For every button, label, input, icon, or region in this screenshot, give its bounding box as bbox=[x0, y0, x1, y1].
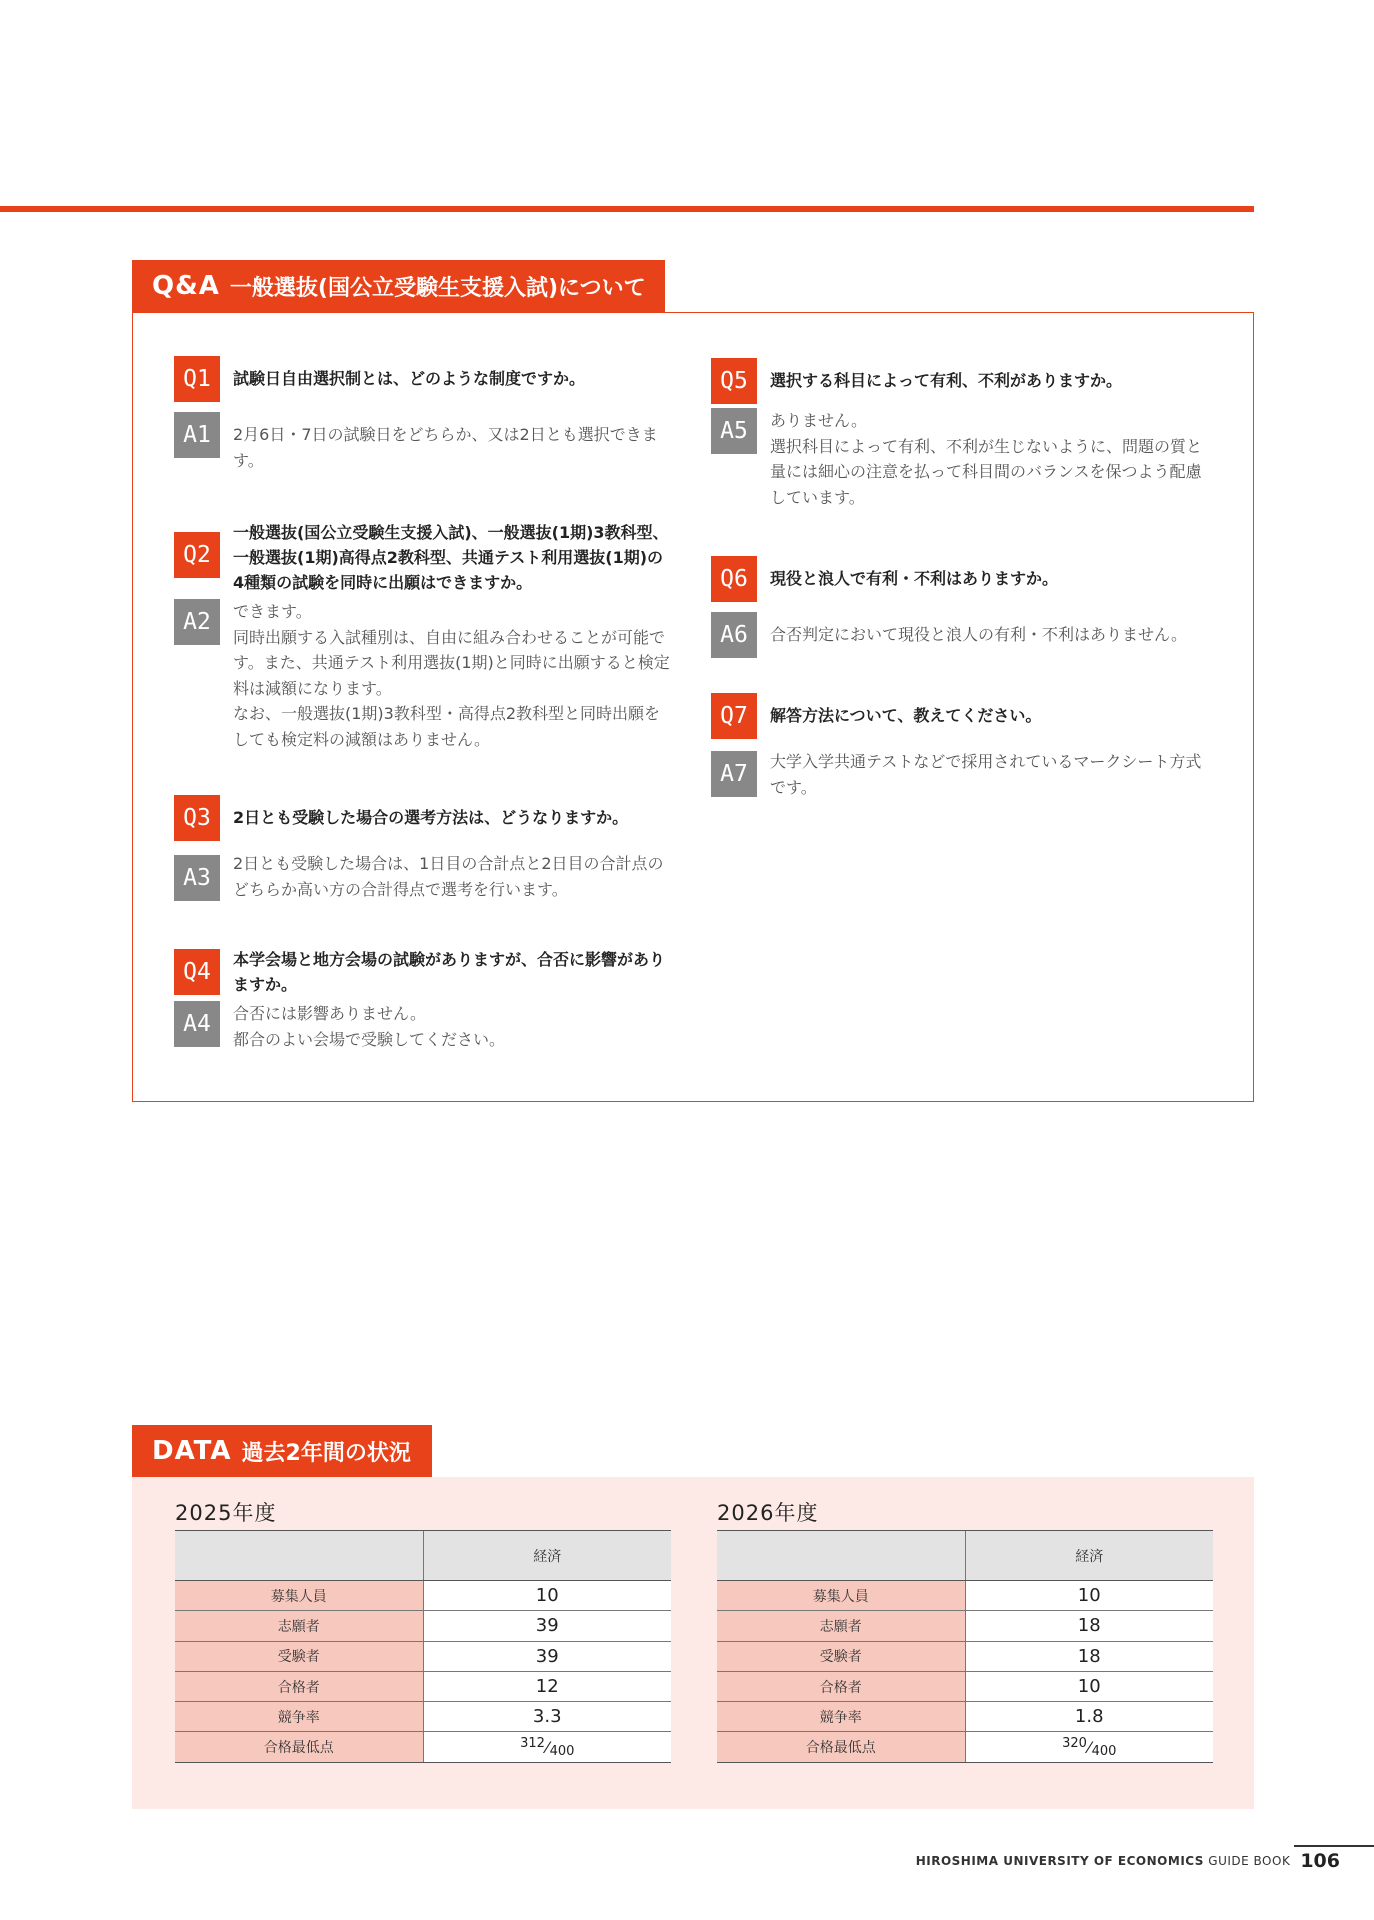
a-badge: A4 bbox=[174, 1001, 220, 1047]
q-badge: Q2 bbox=[174, 532, 220, 578]
stats-table-2025 bbox=[175, 1530, 671, 1763]
question-text: 現役と浪人で有利・不利はありますか。 bbox=[770, 569, 1059, 588]
year-heading-2025: 2025年度 bbox=[175, 1501, 277, 1525]
qa-item-7 bbox=[711, 693, 1211, 800]
q-badge: Q3 bbox=[174, 795, 220, 841]
qa-item-3 bbox=[174, 795, 674, 902]
a-badge: A1 bbox=[174, 412, 220, 458]
question-text: 選択する科目によって有利、不利がありますか。 bbox=[770, 371, 1123, 390]
answer-text: できます。 同時出願する入試種別は、自由に組み合わせることが可能です。また、共通テスト利用選抜(1期)と同時に出願すると検定料は減額になります。 なお、一般選抜(1期)3教科型・高得点2教科型と同時出願をしても検定料の減額はありません。 bbox=[233, 602, 670, 749]
a-badge: A5 bbox=[711, 408, 757, 454]
a-badge: A2 bbox=[174, 599, 220, 645]
question-text: 試験日自由選択制とは、どのような制度ですか。 bbox=[233, 369, 586, 388]
q-badge: Q7 bbox=[711, 693, 757, 739]
table-row: 受験者 39 bbox=[175, 1641, 671, 1671]
answer-text: ありません。 選択科目によって有利、不利が生じないように、問題の質と量には細心の注意を払って科目間のバランスを保つよう配慮しています。 bbox=[770, 411, 1203, 507]
table-row: 競争率 3.3 bbox=[175, 1702, 671, 1732]
min-score: 320⁄400 bbox=[1062, 1735, 1117, 1759]
answer-text: 合否には影響ありません。 都合のよい会場で受験してください。 bbox=[233, 1004, 506, 1049]
qa-box bbox=[132, 312, 1254, 1102]
q-badge: Q4 bbox=[174, 949, 220, 995]
q-badge: Q5 bbox=[711, 358, 757, 404]
answer-text: 2月6日・7日の試験日をどちらか、又は2日とも選択できます。 bbox=[233, 425, 658, 470]
min-score: 312⁄400 bbox=[520, 1735, 575, 1759]
table-row: 募集人員 10 bbox=[175, 1581, 671, 1611]
column-header: 経済 bbox=[423, 1531, 671, 1581]
a-badge: A6 bbox=[711, 612, 757, 658]
q-badge: Q1 bbox=[174, 356, 220, 402]
table-row: 合格者 10 bbox=[717, 1671, 1213, 1701]
a-badge: A3 bbox=[174, 855, 220, 901]
qa-item-5 bbox=[711, 358, 1211, 510]
qa-title-en: Q&A bbox=[152, 271, 220, 301]
column-header: 経済 bbox=[965, 1531, 1213, 1581]
qa-item-6 bbox=[711, 556, 1211, 658]
answer-text: 2日とも受験した場合は、1日目の合計点と2日目の合計点のどちらか高い方の合計得点で選考を行います。 bbox=[233, 854, 664, 899]
qa-item-4 bbox=[174, 945, 674, 1052]
stats-table-2026 bbox=[717, 1530, 1213, 1763]
table-row: 志願者 39 bbox=[175, 1611, 671, 1641]
table-row: 合格最低点 320⁄400 bbox=[717, 1732, 1213, 1762]
data-section-tab bbox=[132, 1425, 432, 1477]
answer-text: 合否判定において現役と浪人の有利・不利はありません。 bbox=[770, 625, 1187, 644]
answer-text: 大学入学共通テストなどで採用されているマークシート方式です。 bbox=[770, 752, 1202, 797]
footer-university: HIROSHIMA UNIVERSITY OF ECONOMICS bbox=[915, 1854, 1204, 1868]
footer-rule bbox=[1294, 1845, 1374, 1847]
table-row: 競争率 1.8 bbox=[717, 1702, 1213, 1732]
question-text: 解答方法について、教えてください。 bbox=[770, 706, 1042, 725]
table-row: 志願者 18 bbox=[717, 1611, 1213, 1641]
top-accent-rule bbox=[0, 206, 1254, 212]
table-row: 合格者 12 bbox=[175, 1671, 671, 1701]
page-number: 106 bbox=[1300, 1850, 1340, 1872]
table-row: 受験者 18 bbox=[717, 1641, 1213, 1671]
qa-item-2 bbox=[174, 518, 674, 752]
table-row: 募集人員 10 bbox=[717, 1581, 1213, 1611]
question-text: 2日とも受験した場合の選考方法は、どうなりますか。 bbox=[233, 808, 629, 827]
qa-title-ja: 一般選抜(国公立受験生支援入試)について bbox=[229, 275, 646, 301]
a-badge: A7 bbox=[711, 751, 757, 797]
year-heading-2026: 2026年度 bbox=[717, 1501, 819, 1525]
footer bbox=[916, 1850, 1340, 1872]
footer-guidebook: GUIDE BOOK bbox=[1208, 1854, 1291, 1868]
data-title-ja: 過去2年間の状況 bbox=[241, 1440, 411, 1466]
qa-item-1 bbox=[174, 356, 674, 473]
question-text: 一般選抜(国公立受験生支援入試)、一般選抜(1期)3教科型、一般選抜(1期)高得点2教科型、共通テスト利用選抜(1期)の4種類の試験を同時に出願はできますか。 bbox=[233, 523, 669, 592]
data-title-en: DATA bbox=[152, 1436, 232, 1466]
q-badge: Q6 bbox=[711, 556, 757, 602]
qa-section-tab bbox=[132, 260, 665, 312]
table-row: 合格最低点 312⁄400 bbox=[175, 1732, 671, 1762]
data-box bbox=[132, 1477, 1254, 1809]
question-text: 本学会場と地方会場の試験がありますが、合否に影響がありますか。 bbox=[233, 950, 666, 994]
